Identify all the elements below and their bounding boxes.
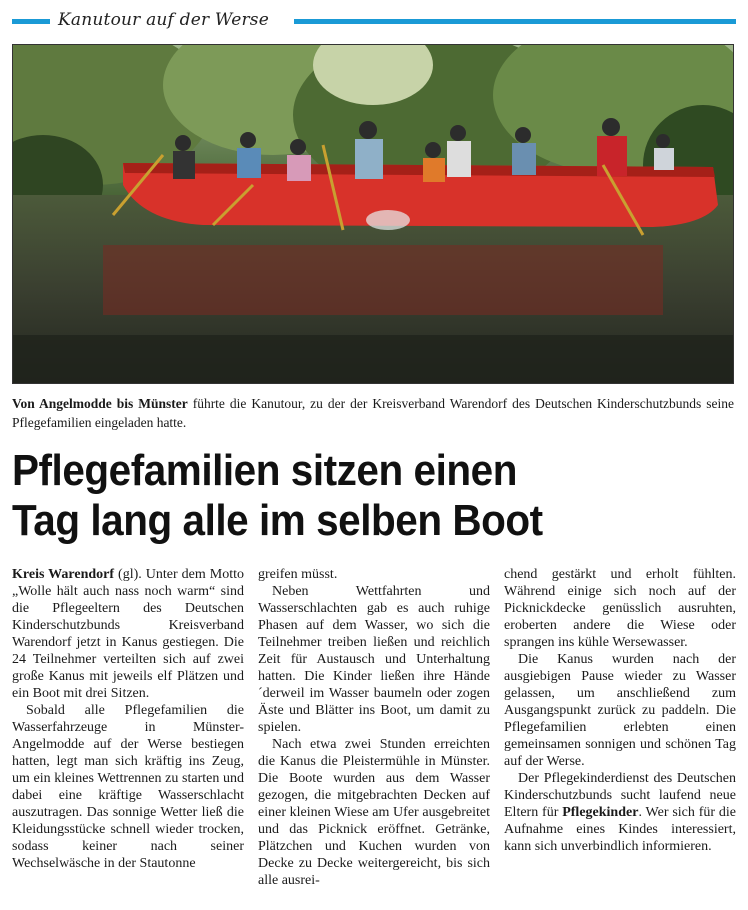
kicker-label: Kanutour auf der Werse <box>58 10 269 30</box>
headline <box>12 446 684 546</box>
headline-line-2: Tag lang alle im selben Boot <box>12 496 543 545</box>
paragraph: Neben Wettfahrten und Wasserschlachten gab es auch ruhige Phasen auf dem Wasser, wo sich die Teilnehmer treiben ließen und reichlich Zeit für Austausch und Unterhaltung hatten. Die Kinder ließen ihre Hände ´derweil im Wasser baumeln oder zogen Äste und Blätter ins Boot, um damit zu spielen. <box>258 584 490 735</box>
caption-text: führte die Kanutour, zu der der Kreisverband Warendorf des Deutschen Kinderschutzbunds seine Pflegefamilien eingeladen hatte. <box>12 396 734 430</box>
paragraph: greifen müsst. <box>258 567 338 582</box>
paragraph-text: (gl). Unter dem Motto „Wolle hält auch nass noch warm“ sind die Pflegeeltern des Deutschen Kinderschutzbunds Kreisverband Warendorf jetzt in Kanus gestiegen. Die 24 Teilnehmer verteilten sich auf zwei große Kanus mit jeweils elf Plätzen und ein Boot mit drei Sitzen. <box>12 567 244 701</box>
article-column-1 <box>12 566 244 872</box>
paragraph <box>12 566 244 702</box>
section-kicker <box>12 6 736 36</box>
bold-term: Pflegekinder <box>562 805 639 820</box>
paragraph-text: Der Pflegekinderdienst des Deutschen Kinderschutzbunds sucht laufend neue Eltern für <box>504 771 736 820</box>
article-column-2 <box>258 566 490 889</box>
kicker-bar-left <box>12 19 50 24</box>
paragraph: Die Kanus wurden nach der ausgiebigen Pause wieder zu Wasser gelassen, um anschließend zum Ausgangspunkt zurück zu paddeln. Die Pflegefamilien erlebten einen gemeinsamen sonnigen und schönen Tag auf der Werse. <box>504 652 736 769</box>
dateline: Kreis Warendorf <box>12 567 115 582</box>
canoe-photo <box>12 44 734 384</box>
article-column-3 <box>504 566 736 855</box>
headline-line-1: Pflegefamilien sitzen einen <box>12 446 517 495</box>
photo-caption <box>12 394 734 432</box>
paragraph: chend gestärkt und erholt fühlten. Während einige sich noch auf der Picknickdecke genüsslich ausruhten, eroberten andere die Wiese oder sprangen ins kühle Wersewasser. <box>504 567 736 650</box>
caption-lead: Von Angelmodde bis Münster <box>12 396 188 411</box>
kicker-bar-right <box>294 19 736 24</box>
paragraph: Nach etwa zwei Stunden erreichten die Kanus die Pleistermühle in Münster. Die Boote wurden aus dem Wasser gezogen, die mitgebrachten Decken auf einer kleinen Wiese am Ufer ausgebreitet und das Picknick eröffnet. Getränke, Plätzchen und Kuchen wurden von Decke zu Decke weitergereicht, bis sich alle ausrei- <box>258 737 490 888</box>
paragraph: Sobald alle Pflegefamilien die Wasserfahrzeuge in Münster-Angelmodde auf der Werse bestiegen hatten, legt man sich kräftig ins Zeug, um ein kleines Wettrennen zu starten und dabei eine kräftige Wasserschlacht auszutragen. Das sonnige Wetter ließ die Kleidungsstücke schnell wieder trocken, sodass keiner nach seiner Wechselwäsche in der Stautonne <box>12 703 244 871</box>
paragraph <box>504 770 736 855</box>
paragraph-text: . Wer sich für die Aufnahme eines Kindes interessiert, kann sich unverbindlich informieren. <box>504 805 736 854</box>
